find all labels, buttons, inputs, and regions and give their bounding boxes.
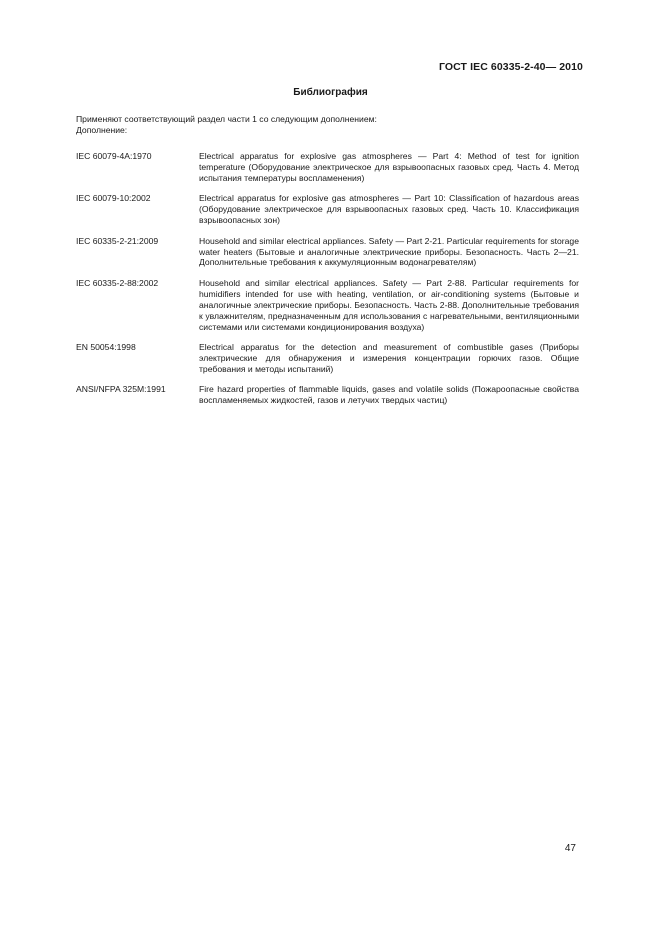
reference-code: IEC 60079-10:2002 — [76, 193, 151, 204]
reference-code: EN 50054:1998 — [76, 342, 136, 353]
page-number: 47 — [564, 843, 576, 854]
bibliography-entry — [76, 342, 579, 375]
reference-code: IEC 60079-4A:1970 — [76, 151, 152, 161]
bibliography-list — [76, 151, 579, 416]
intro-line: Дополнение: — [76, 124, 128, 135]
reference-title: Household and similar electrical appliances. Safety — Part 2-21. Particular requirements for storage water heaters (Бытовые и аналогичные электрические приборы. Безопасность. Часть 2—21. Дополнительные требования к аккумуляционным водонагревателям) — [199, 235, 579, 268]
bibliography-entry — [76, 384, 579, 406]
bibliography-entry — [76, 278, 579, 333]
intro-line: Применяют соответствующий раздел части 1 со следующим дополнением: — [76, 114, 377, 124]
page-title: Библиография — [293, 87, 368, 98]
standard-designation: ГОСТ IEC 60335-2-40— 2010 — [438, 61, 583, 73]
reference-code: IEC 60335-2-21:2009 — [76, 235, 159, 246]
bibliography-entry — [76, 236, 579, 269]
intro-text — [76, 114, 586, 135]
reference-title: Fire hazard properties of flammable liquids, gases and volatile solids (Пожароопасные свойства воспламеняемых жидкостей, газов и летучих твердых частиц) — [199, 384, 579, 406]
reference-code: IEC 60335-2-88:2002 — [76, 277, 159, 288]
bibliography-entry — [76, 151, 579, 184]
reference-code: ANSI/NFPA 325M:1991 — [76, 384, 166, 395]
reference-title: Electrical apparatus for the detection and measurement of combustible gases (Приборы электрические для обнаружения и измерения концентрации горючих газов. Общие требования и методы испытаний) — [199, 342, 579, 374]
bibliography-entry — [76, 193, 579, 226]
reference-title: Electrical apparatus for explosive gas atmospheres — Part 4: Method of test for ignition temperature (Оборудование электрическое для взрывоопасных газовых сред. Часть 4. Метод испытания температуры воспламенения) — [199, 151, 579, 183]
reference-title: Electrical apparatus for explosive gas atmospheres — Part 10: Classification of hazardous areas (Оборудование электрическое для взрывоопасных газовых сред. Часть 10. Классификация взрывоопасных зон) — [199, 193, 579, 226]
reference-title: Household and similar electrical appliances. Safety — Part 2-88. Particular requirements for humidifiers intended for use with heating, ventilation, or air-conditioning systems (Бытовые и аналогичные электрические приборы. Безопасность. Часть 2-88. Дополнительные требования к увлажнителям, предназначенным для использования с нагревательными, вентиляционными системами или системами кондиционирования воздуха) — [199, 277, 579, 332]
